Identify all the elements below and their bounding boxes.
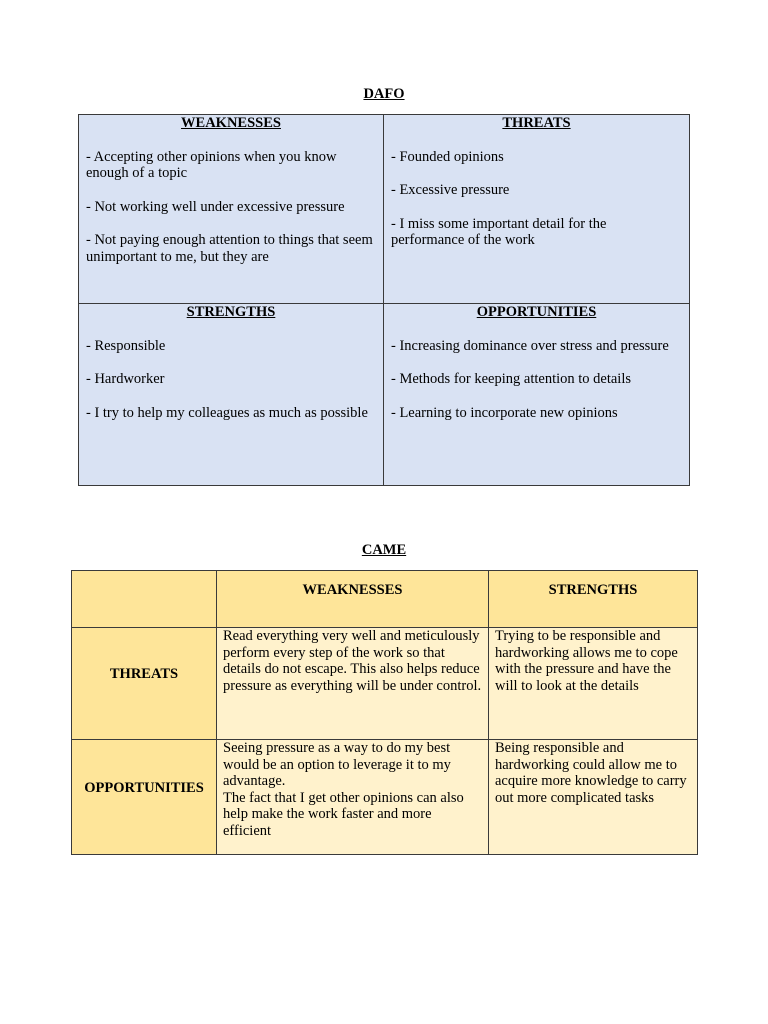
dafo-weaknesses-cell [79,115,384,304]
came-corner-cell [72,571,217,628]
dafo-strengths-heading: STRENGTHS [186,304,276,320]
came-opportunities-strengths-text: Being responsible and hardworking could allow me to acquire more knowledge to carry out more complicated tasks [495,740,687,806]
came-opportunities-weaknesses-text-1: Seeing pressure as a way to do my best would be an option to leverage it to my advantage. [223,740,451,789]
came-threats-label: THREATS [109,666,179,682]
dafo-strength-item: - Hardworker [86,371,165,387]
dafo-opportunity-item: - Learning to incorporate new opinions [391,404,618,421]
dafo-threats-heading: THREATS [502,115,571,131]
came-threats-row-header [72,628,217,740]
came-title: CAME [361,542,407,558]
dafo-weaknesses-heading: WEAKNESSES [181,115,281,131]
dafo-weakness-item: - Accepting other opinions when you know enough of a topic [86,148,337,181]
came-strengths-label: STRENGTHS [548,582,638,598]
came-weaknesses-header [217,571,489,628]
came-weaknesses-label: WEAKNESSES [302,582,403,598]
dafo-strength-item: - Responsible [86,337,166,354]
dafo-strength-item: - I try to help my colleagues as much as possible [86,404,368,421]
dafo-opportunity-item: - Increasing dominance over stress and pressure [391,337,669,354]
came-threats-weaknesses-text: Read everything very well and meticulously perform every step of the work so that details do not escape. This also helps reduce pressure as everything will be under control. [223,628,482,694]
dafo-threat-item: - I miss some important detail for the performance of the work [391,215,607,248]
dafo-strengths-cell [79,304,384,485]
came-opportunities-weaknesses-cell [217,740,489,854]
dafo-weakness-item: - Not working well under excessive pressure [86,198,345,215]
dafo-threats-cell [384,115,689,304]
dafo-threat-item: - Founded opinions [391,148,504,165]
came-threats-strengths-cell [489,628,697,740]
dafo-table [78,114,690,486]
came-opportunities-row-header [72,740,217,854]
came-opportunities-label: OPPORTUNITIES [84,780,204,796]
came-opportunities-weaknesses-text-2: The fact that I get other opinions can also help make the work faster and more efficient [223,789,464,839]
dafo-threat-item: - Excessive pressure [391,182,510,198]
came-strengths-header [489,571,697,628]
dafo-opportunities-cell [384,304,689,485]
came-threats-strengths-text: Trying to be responsible and hardworking allows me to cope with the pressure and have the will to look at the details [495,628,678,694]
came-table [71,570,698,855]
dafo-title: DAFO [363,86,405,102]
dafo-opportunity-item: - Methods for keeping attention to details [391,371,632,387]
came-opportunities-strengths-cell [489,740,697,854]
dafo-opportunities-heading: OPPORTUNITIES [476,304,597,320]
came-threats-weaknesses-cell [217,628,489,740]
dafo-weakness-item: - Not paying enough attention to things that seem unimportant to me, but they are [86,232,373,265]
